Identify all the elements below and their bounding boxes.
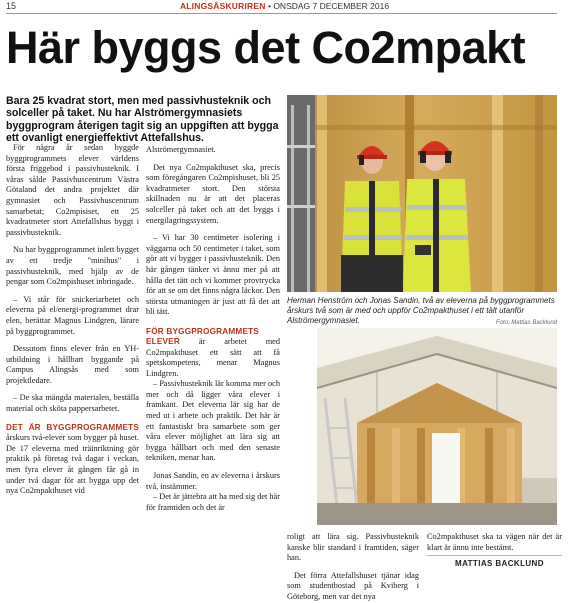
paragraph: Dessutom finns elever från en YH-utbildning i hållbart byggande på Campus Alingsås med som projektledare. xyxy=(6,344,139,385)
caption-text: Herman Henström och Jonas Sandin, två av eleverna på byggprogrammets årskurs två som är med och uppför Co2mpakthuset i ett tält utanför Alströmergymnasiet. xyxy=(287,296,555,325)
article-headline: Här byggs det Co2mpakt xyxy=(6,22,526,73)
photo-caption xyxy=(287,296,557,328)
paragraph: Nu har byggprogrammet inlett bygget av ett tredje "minihus" i passivhusteknik, med hjälp av de pengar som Co2mpishuset inbringade. xyxy=(6,245,139,287)
paragraph: Co2mpakthuset ska ta vägen när det är klart är ännu inte bestämt. xyxy=(427,532,562,552)
photo-students xyxy=(287,95,557,292)
paragraph: För några år sedan byggde byggprogrammets elever världens första friggebod i passivhusteknik. I våras sålde Passivhuscentrum Västra Götaland det andra projektet där gymnasiet och Passivhuscentrum samarbetat; Co2mpisiset, ett 25 kvadratmeter stort Attefallshus byggt i passivhusteknik. xyxy=(6,143,139,237)
paragraph: – Vi har 30 centimeter isolering i väggarna och 50 centimeter i taket, som gör att vi bygger i passivhusteknik. Den här gången tänker vi ännu mer på att hålla det tätt och vi kommer provtrycka för att se om det finns några läckor. Den största utmaningen är just att få det att bli tätt. xyxy=(146,233,280,317)
paragraph-text: årskurs två-elever som bygger på huset. De 17 eleverna med träinriktning gör praktik på företag två dagar i veckan, men fyra elever åt gången får gå in under två dagar för att bygga upp det nya Co2mpakthuset vid xyxy=(6,433,139,496)
subheading-paragraph xyxy=(6,423,139,497)
paragraph: roligt att lära sig. Passivhusteknik kanske blir standard i framtiden, säger han. xyxy=(287,532,419,563)
masthead xyxy=(0,1,569,11)
section-subheading: DET ÄR BYGGPROGRAMMETS xyxy=(6,422,139,432)
paragraph: Det förra Attefallshuset tjänar idag som studentbostad på Kviberg i Göteborg, men var det nya xyxy=(287,570,419,601)
byline: MATTIAS BACKLUND xyxy=(455,559,544,568)
paragraph: Det nya Co2mpakthuset ska, precis som föregångaren Co2mpishuset, bli 25 kvadratmeter stort. Den största skillnaden nu är att det placeras solceller på taket och att det byggs i energilagringssystem. xyxy=(146,162,280,225)
page-header xyxy=(0,0,569,15)
section-subheading xyxy=(146,326,280,337)
publication-name: ALINGSÅSKURIREN xyxy=(179,1,266,11)
paragraph-text: är arbetet med Co2mpakthuset ett sätt att få spetskompetens, menar Magnus Lindgren. xyxy=(146,336,281,378)
subheading-word: FÖR BYGGPROGRAMMETS xyxy=(146,326,259,336)
paragraph: – Vi står för snickeriarbetet och eleverna på el/energi-programmet drar elen, berättar Magnus Lindgren, lärare på byggprogrammet. xyxy=(6,294,139,336)
photo-credit: Foto: Mattias Backlund xyxy=(495,319,557,326)
page-number: 15 xyxy=(6,1,17,11)
byline-rule xyxy=(427,555,562,556)
article-lead: Bara 25 kvadrat stort, men med passivhusteknik och solceller på taket. Nu har Alströmergymnasiets byggprogram återigen tagit sig an uppgiften att bygga ett ovanligt energieffektivt Attefallshus. xyxy=(6,95,279,145)
text-column-2 xyxy=(146,145,280,513)
paragraph: Jonas Sandin, en av eleverna i årskurs två, instämmer. xyxy=(146,471,280,491)
photo-construction-tent xyxy=(317,328,557,525)
text-column-3 xyxy=(287,532,419,603)
text-column-1 xyxy=(6,143,139,497)
header-rule xyxy=(6,13,557,14)
paragraph: Alströmergymnasiet. xyxy=(146,145,216,154)
section-subheading-cont: ELEVER xyxy=(146,336,180,346)
photo-tent-drawing xyxy=(317,328,557,525)
masthead-separator: • xyxy=(267,1,274,11)
photo-students-drawing xyxy=(287,95,557,292)
publication-date: ONSDAG 7 DECEMBER 2016 xyxy=(273,1,390,11)
paragraph: – Det är jättebra att ha med sig det här för framtiden och det är xyxy=(146,492,280,512)
paragraph: – De ska mängda materialen, beställa material och sköta pappersarbetet. xyxy=(6,393,139,414)
subheading-paragraph xyxy=(146,326,280,379)
paragraph: – Passivhusteknik lär komma mer och mer och då ligger våra elever i framkant. Det eleverna lär sig har de med ut i arbete och praktik. Det här är ett fantastiskt bra samarbete som ger våra elever möjlighet att lära sig att bygga hållbart och med den senaste tekniken, menar han. xyxy=(146,379,280,463)
text-column-4 xyxy=(427,532,562,553)
